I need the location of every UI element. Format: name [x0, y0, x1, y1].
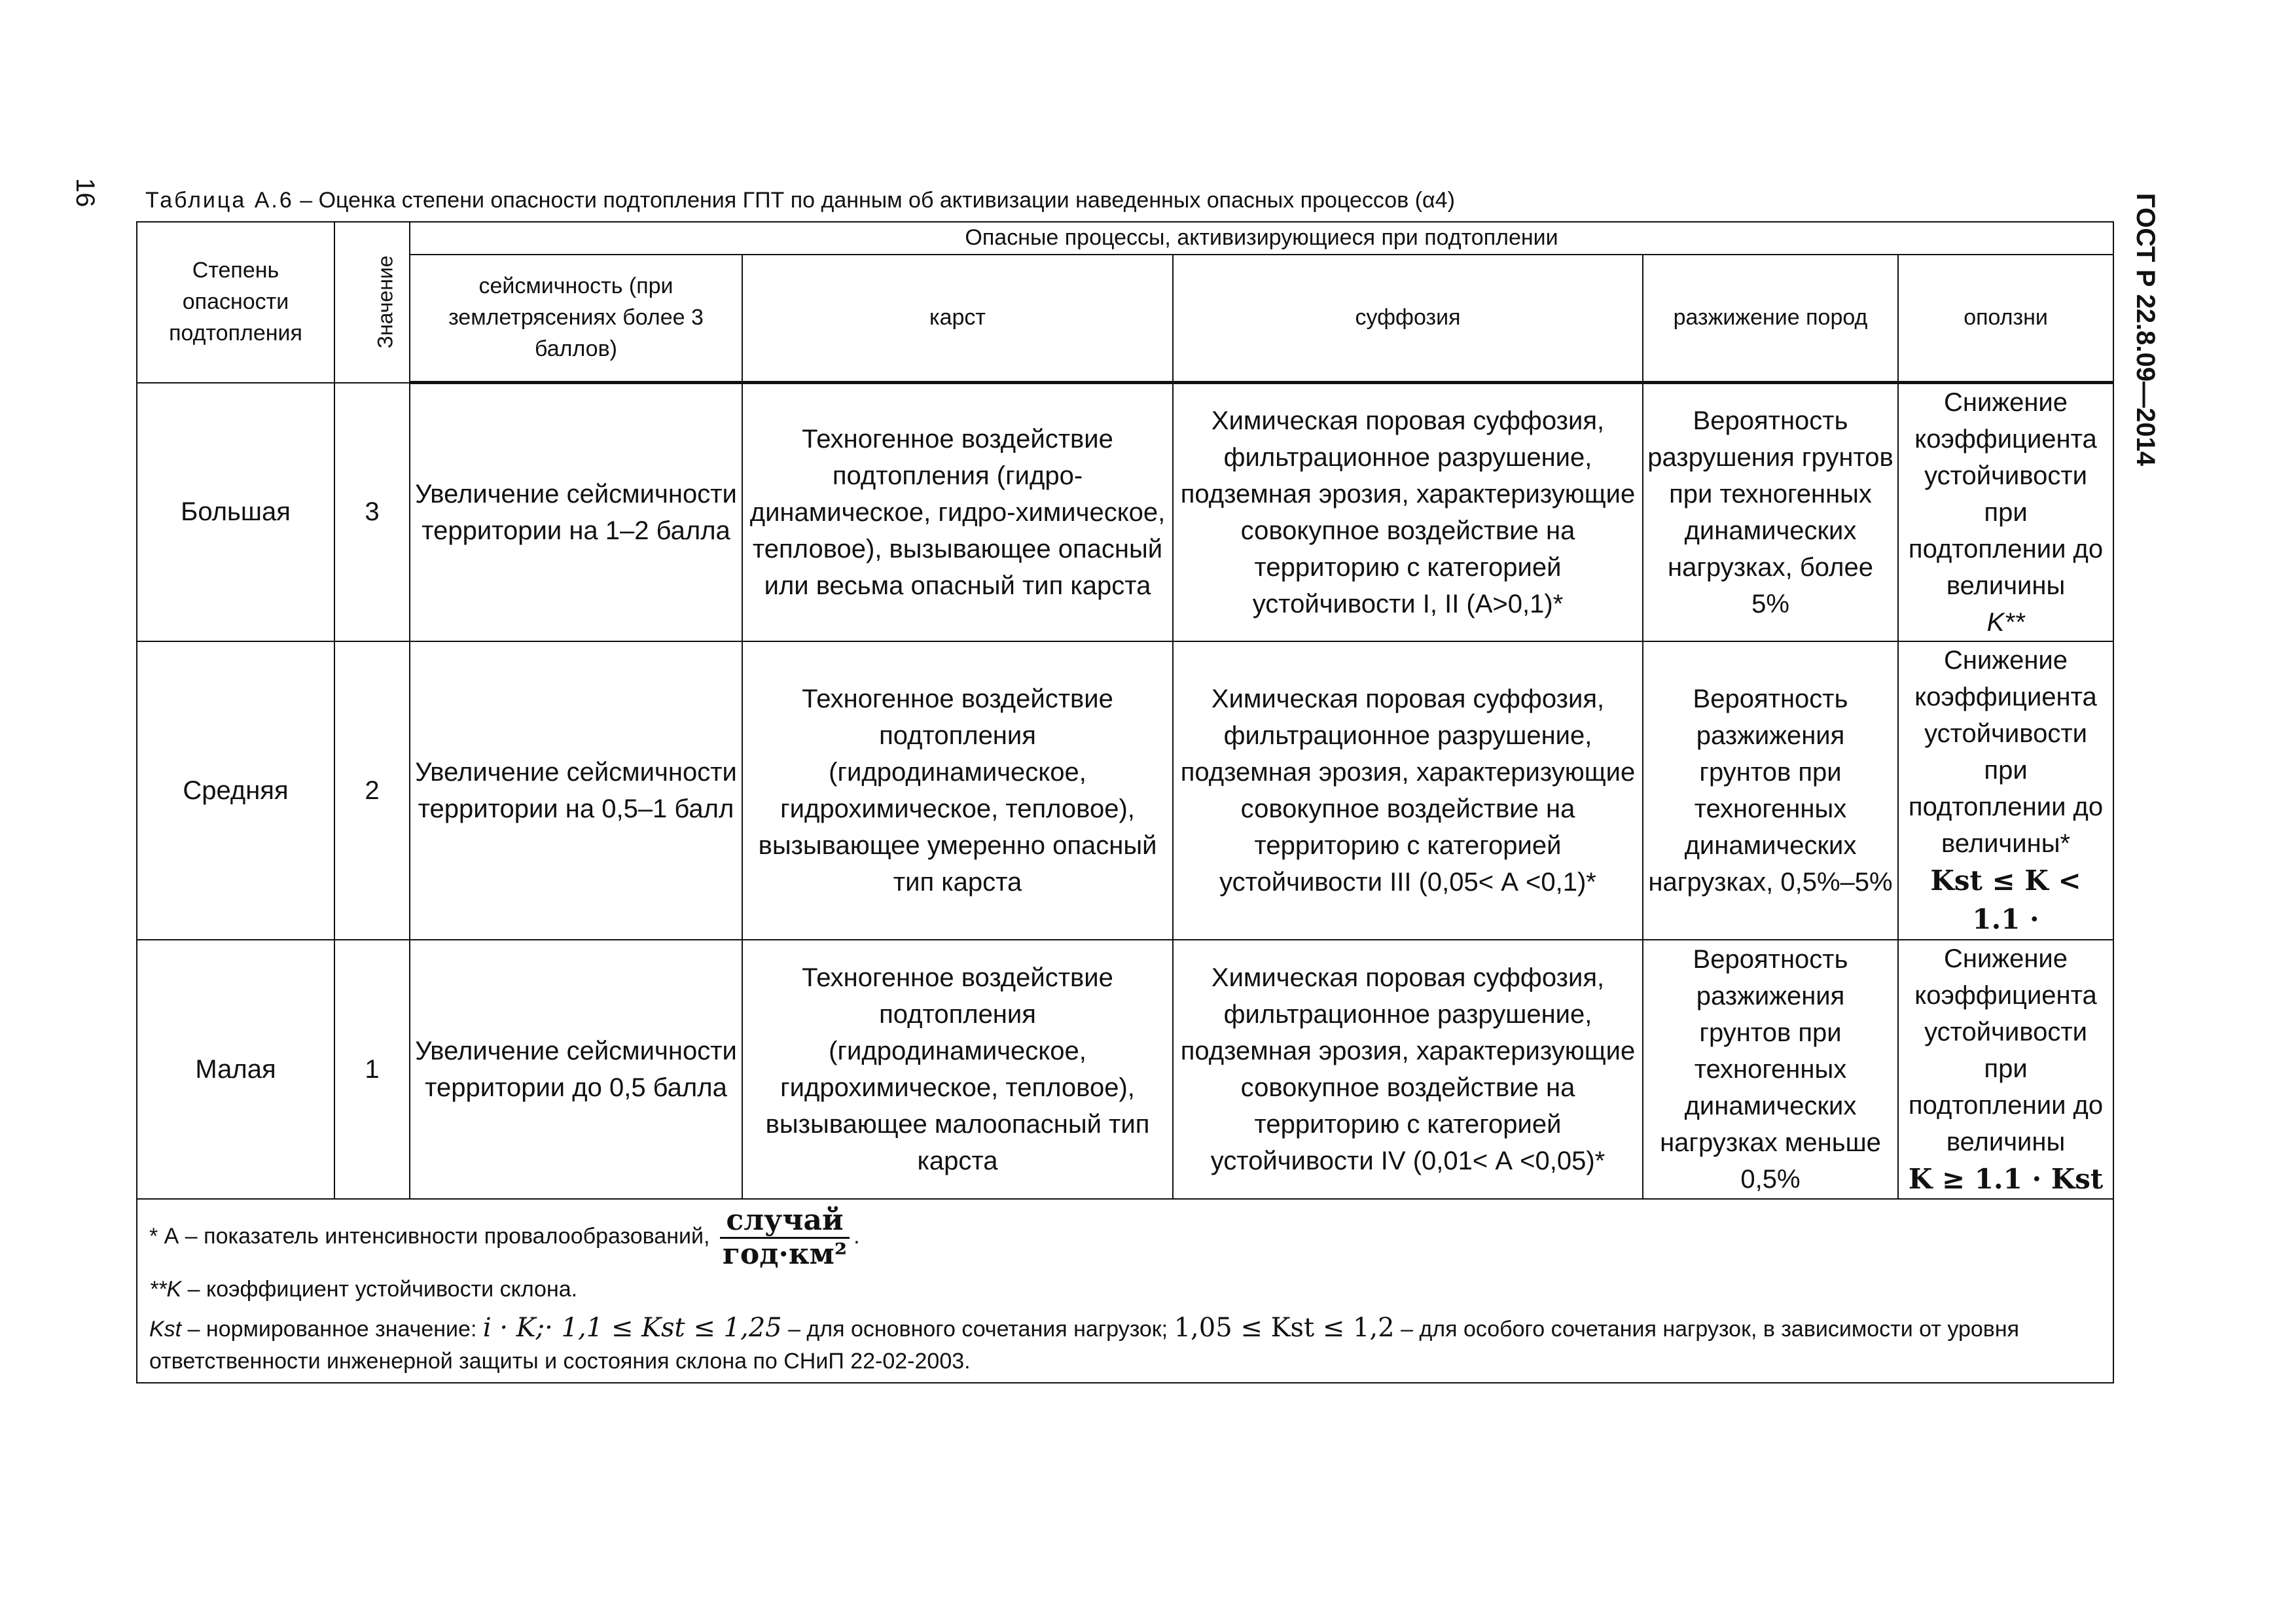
degree-cell: Большая — [137, 383, 334, 642]
landslides-text: Снижение коэффициента устойчивости при подтоплении до величины* — [1908, 646, 2104, 859]
note-1 — [149, 1205, 2101, 1270]
header-degree: Степень опасности подтопления — [137, 222, 334, 383]
caption-text: – Оценка степени опасности подтопления ГПТ по данным об активизации наведенных опасных процессов (α4) — [293, 188, 1455, 213]
note-2-text: – коэффициент устойчивости склона. — [181, 1277, 578, 1302]
page-number: 16 — [71, 178, 99, 207]
suffosion-cell: Химическая поровая суффозия, фильтрационное разрушение, подземная эрозия, характеризующие совокупное воздействие на территорию с категорией устойчивости III (0,05< А <0,1)* — [1173, 641, 1643, 940]
note-1-prefix: * А – показатель интенсивности провалообразований, — [149, 1224, 710, 1249]
suffosion-cell: Химическая поровая суффозия, фильтрационное разрушение, подземная эрозия, характеризующие совокупное воздействие на территорию с категорией устойчивости IV (0,01< А <0,05)* — [1173, 940, 1643, 1200]
header-row-1 — [137, 222, 2113, 255]
landslides-text: Снижение коэффициента устойчивости при подтоплении до величины — [1908, 388, 2104, 601]
table-caption — [145, 188, 1455, 213]
value-cell: 2 — [334, 641, 410, 940]
degree-cell: Малая — [137, 940, 334, 1200]
header-value-label: Значение — [373, 255, 397, 349]
header-landslides: оползни — [1898, 255, 2113, 383]
note-3-formula-2: 1,05 ≤ Kst ≤ 1,2 — [1174, 1312, 1395, 1343]
karst-cell: Техногенное воздействие подтопления (гидро-динамическое, гидро-химическое, тепловое), вызывающее опасный или весьма опасный тип карста — [742, 383, 1173, 642]
note-3 — [149, 1310, 2101, 1378]
document-code: ГОСТ Р 22.8.09—2014 — [2131, 193, 2160, 466]
header-karst: карст — [742, 255, 1173, 383]
landslides-text: Снижение коэффициента устойчивости при подтоплении до величины — [1908, 944, 2104, 1156]
note-2 — [149, 1274, 2101, 1306]
seismic-cell: Увеличение сейсмичности территории на 0,5–1 балл — [410, 641, 742, 940]
seismic-cell: Увеличение сейсмичности территории до 0,5 балла — [410, 940, 742, 1200]
liquefaction-cell: Вероятность разжижения грунтов при техногенных динамических нагрузках меньше 0,5% — [1643, 940, 1898, 1200]
note-1-suffix: . — [853, 1224, 860, 1249]
landslides-formula: Kst ≤ K < 1.1 · — [1930, 865, 2081, 935]
hazard-table — [136, 221, 2114, 1383]
note-3-text-a: – нормированное значение: — [181, 1316, 483, 1342]
seismic-cell: Увеличение сейсмичности территории на 1–2 балла — [410, 383, 742, 642]
liquefaction-cell: Вероятность разжижения грунтов при техногенных динамических нагрузках, 0,5%–5% — [1643, 641, 1898, 940]
note-3-text-c: – для особого сочетания нагрузок, в зависимости от уровня ответственности инженерной защиты и состояния склона по СНиП 22-02-2003. — [149, 1316, 2020, 1374]
value-cell: 3 — [334, 383, 410, 642]
landslides-formula: K ≥ 1.1 · Kst — [1908, 1162, 2104, 1195]
note-3-formula-1: i · K;· 1,1 ≤ Kst ≤ 1,25 — [482, 1312, 782, 1343]
fraction-numerator: случай — [720, 1205, 850, 1238]
header-value — [334, 222, 410, 383]
note-1-fraction — [720, 1205, 850, 1270]
landslides-cell — [1898, 383, 2113, 642]
note-2-symbol: **K — [149, 1277, 182, 1302]
liquefaction-cell: Вероятность разрушения грунтов при техногенных динамических нагрузках, более 5% — [1643, 383, 1898, 642]
notes-row — [137, 1199, 2113, 1383]
caption-label: Таблица А.6 — [145, 188, 294, 213]
landslides-cell — [1898, 940, 2113, 1200]
suffosion-cell: Химическая поровая суффозия, фильтрационное разрушение, подземная эрозия, характеризующие совокупное воздействие на территорию с категорией устойчивости I, II (А>0,1)* — [1173, 383, 1643, 642]
landslides-formula: K** — [1986, 608, 2025, 637]
value-cell: 1 — [334, 940, 410, 1200]
fraction-denominator: год·км² — [722, 1237, 848, 1271]
table-row — [137, 383, 2113, 642]
header-suffosion: суффозия — [1173, 255, 1643, 383]
karst-cell: Техногенное воздействие подтопления (гидродинамическое, гидрохимическое, тепловое), вызывающее малоопасный тип карста — [742, 940, 1173, 1200]
table-row — [137, 940, 2113, 1200]
note-3-text-b: – для основного сочетания нагрузок; — [781, 1316, 1174, 1342]
header-liquefaction: разжижение пород — [1643, 255, 1898, 383]
table-row — [137, 641, 2113, 940]
table-notes — [137, 1199, 2113, 1383]
landslides-cell — [1898, 641, 2113, 940]
degree-cell: Средняя — [137, 641, 334, 940]
karst-cell: Техногенное воздействие подтопления (гидродинамическое, гидрохимическое, тепловое), вызывающее умеренно опасный тип карста — [742, 641, 1173, 940]
header-seismic: сейсмичность (при землетрясениях более 3 баллов) — [410, 255, 742, 383]
note-3-symbol: Kst — [149, 1316, 182, 1342]
header-group: Опасные процессы, активизирующиеся при подтоплении — [410, 222, 2113, 255]
header-row-2 — [137, 255, 2113, 383]
